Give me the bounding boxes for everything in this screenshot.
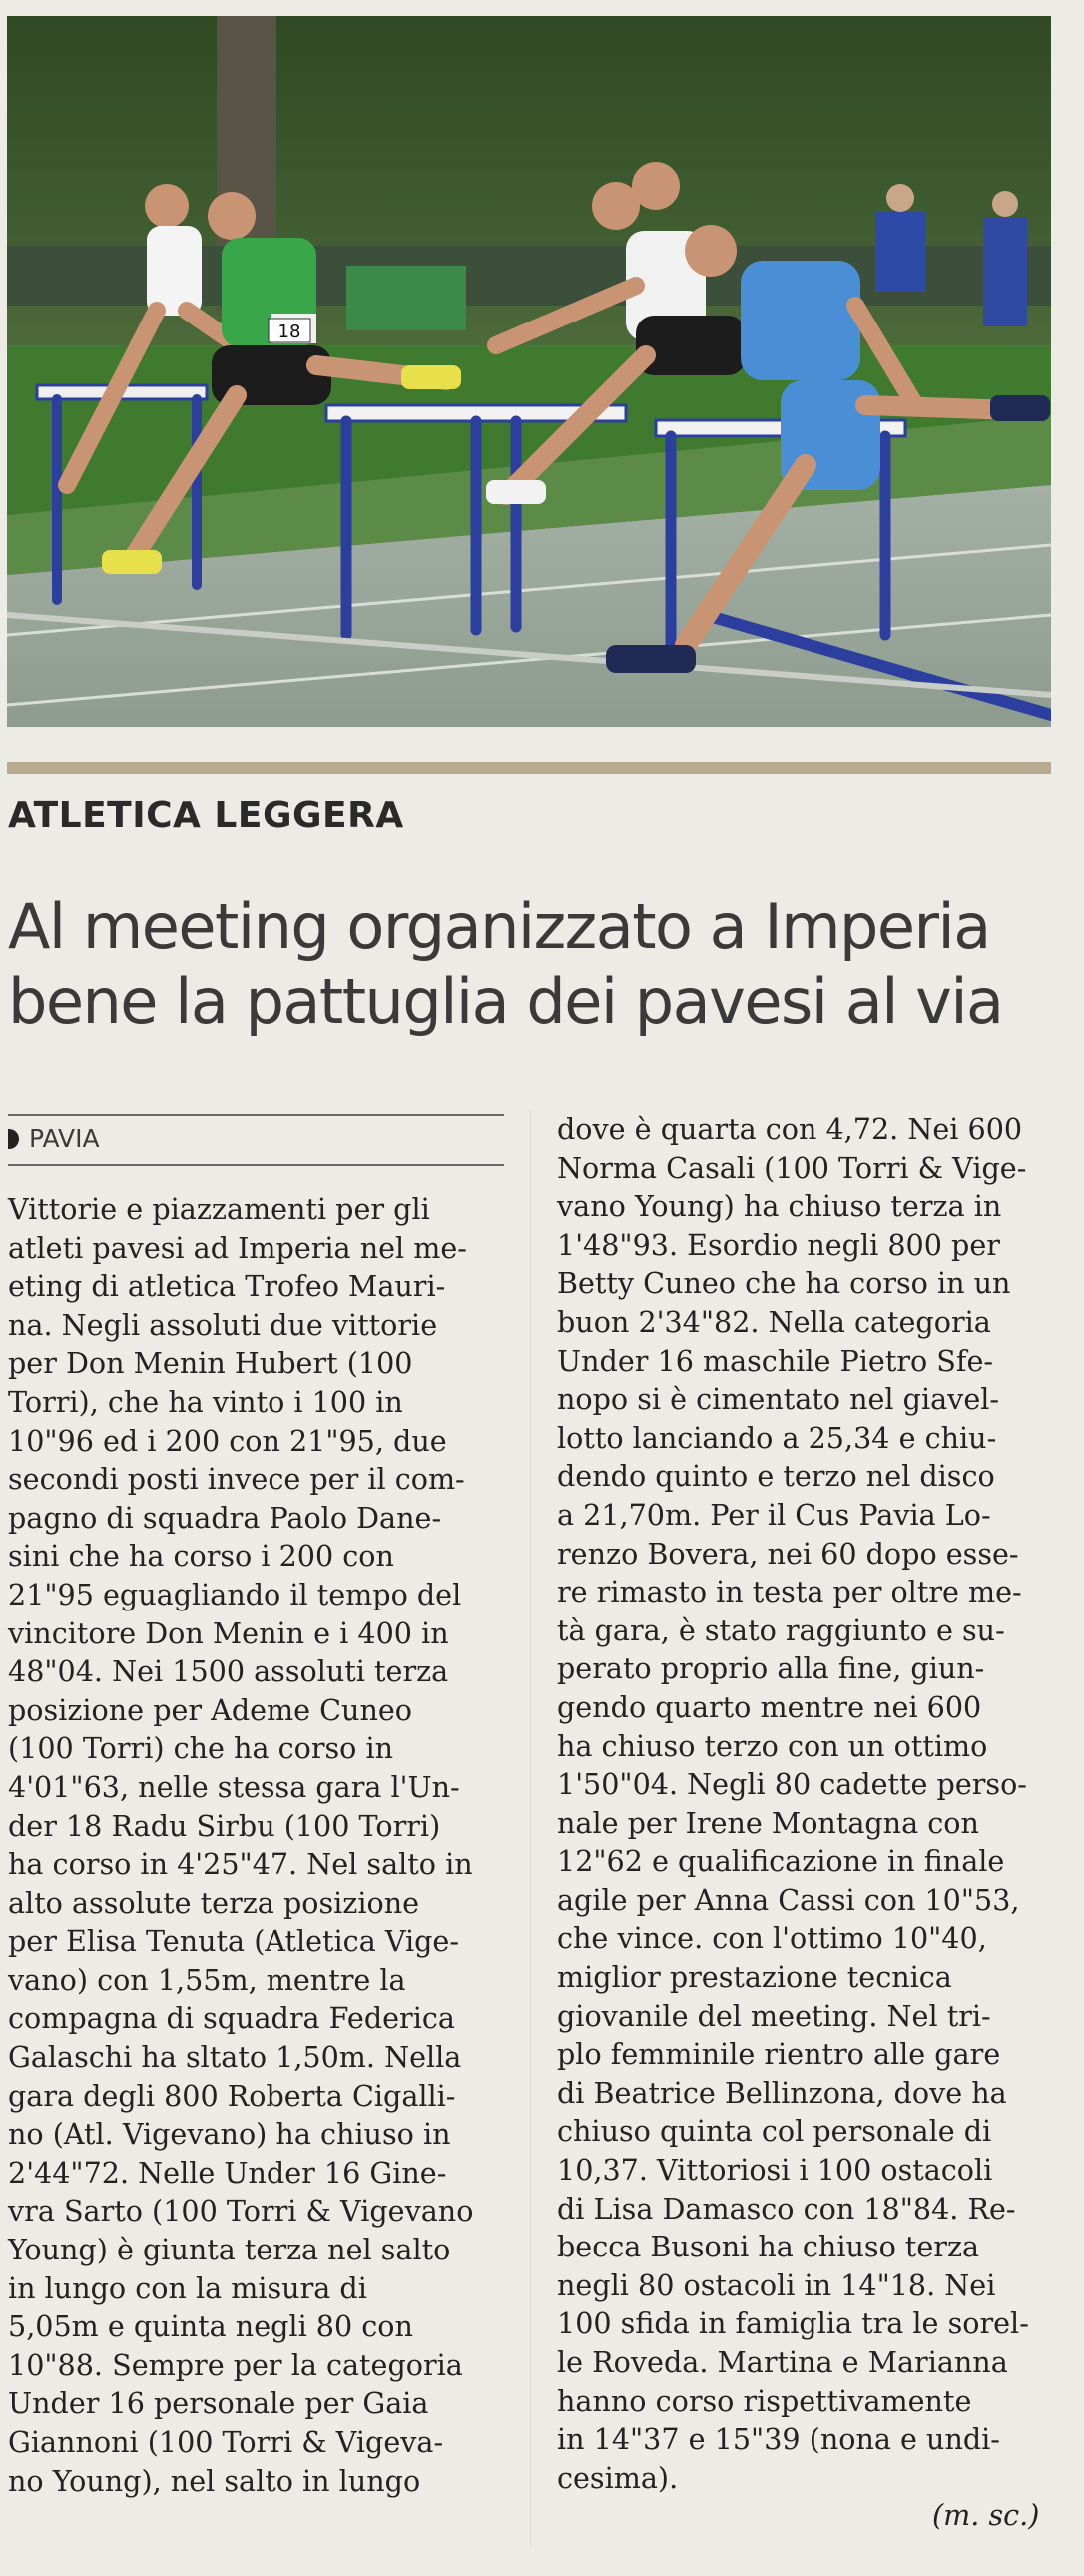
- article-line: vano) con 1,55m, mentre la: [8, 1962, 406, 1997]
- article-line: Norma Casali (100 Torri & Vige-: [557, 1150, 1027, 1185]
- article-line: na. Negli assoluti due vittorie: [8, 1307, 438, 1342]
- bib-18: [269, 319, 310, 342]
- article-line: lotto lanciando a 25,34 e chiu-: [557, 1420, 997, 1455]
- photo-bottom-rule: [7, 762, 1051, 774]
- article-line: in lungo con la misura di: [8, 2270, 367, 2305]
- author-signoff: (m. sc.): [932, 2498, 1040, 2532]
- byline: [8, 1124, 100, 1153]
- article-line: di Beatrice Bellinzona, dove ha: [557, 2075, 1007, 2110]
- article-line: Vittorie e piazzamenti per gli: [8, 1192, 430, 1226]
- byline-rule-bottom: [8, 1164, 504, 1166]
- article-line: ha chiuso terzo con un ottimo: [557, 1728, 988, 1763]
- article-line: vincitore Don Menin e i 400 in: [8, 1615, 449, 1650]
- article-line: Young) è giunta terza nel salto: [8, 2233, 451, 2267]
- article-line: 12"62 e qualificazione in finale: [557, 1844, 1005, 1879]
- article-line: cesima).: [557, 2460, 679, 2495]
- hurdles-race-photo: [7, 16, 1051, 727]
- article-line: Under 16 maschile Pietro Sfe-: [557, 1343, 994, 1378]
- article-line: becca Busoni ha chiuso terza: [557, 2230, 980, 2264]
- article-line: eting di atletica Trofeo Mauri-: [8, 1269, 446, 1304]
- article-line: posizione per Ademe Cuneo: [8, 1692, 413, 1727]
- article-line: perato proprio alla fine, giun-: [557, 1651, 985, 1686]
- article-line: 10"88. Sempre per la categoria: [8, 2347, 463, 2382]
- official-body-2: [983, 217, 1027, 326]
- headline-line: bene la pattuglia dei pavesi al via: [8, 966, 1003, 1038]
- article-line: in 14"37 e 15"39 (nona e undi-: [557, 2422, 1000, 2457]
- article-line: 100 sfida in famiglia tra le sorel-: [557, 2306, 1029, 2341]
- article-column-left: [8, 1190, 507, 2500]
- article-line: 48"04. Nei 1500 assoluti terza: [8, 1654, 449, 1689]
- article-line: 10,37. Vittoriosi i 100 ostacoli: [557, 2153, 993, 2188]
- article-line: tà gara, è stato raggiunto e su-: [557, 1612, 1005, 1647]
- article-line: 2'44"72. Nelle Under 16 Gine-: [8, 2155, 447, 2190]
- article-line: dove è quarta con 4,72. Nei 600: [557, 1112, 1023, 1146]
- article-line: buon 2'34"82. Nella categoria: [557, 1304, 991, 1339]
- article-line: per Elisa Tenuta (Atletica Vige-: [8, 1924, 460, 1959]
- article-line: secondi posti invece per il com-: [8, 1462, 465, 1497]
- article-line: agile per Anna Cassi con 10"53,: [557, 1882, 1020, 1917]
- article-line: nopo si è cimentato nel giavel-: [557, 1382, 1000, 1417]
- section-kicker: ATLETICA LEGGERA: [8, 795, 404, 836]
- official-head-2: [992, 191, 1018, 217]
- article-line: 1'50"04. Negli 80 cadette perso-: [557, 1767, 1027, 1802]
- headline-line: Al meeting organizzato a Imperia: [8, 890, 990, 963]
- article-line: compagna di squadra Federica: [8, 2001, 455, 2036]
- article-line: re rimasto in testa per oltre me-: [557, 1575, 1022, 1610]
- article-line: 5,05m e quinta negli 80 con: [8, 2309, 413, 2344]
- article-line: Galaschi ha sltato 1,50m. Nella: [8, 2040, 462, 2075]
- byline-marker-icon: [8, 1129, 19, 1149]
- article-line: giovanile del meeting. Nel tri-: [557, 1998, 991, 2033]
- article-line: der 18 Radu Sirbu (100 Torri): [8, 1808, 441, 1843]
- article-line: renzo Bovera, nei 60 dopo esse-: [557, 1536, 1019, 1571]
- photo-illustration: [7, 16, 1051, 727]
- article-line: (100 Torri) che ha corso in: [8, 1731, 394, 1766]
- article-line: alto assolute terza posizione: [8, 1885, 420, 1920]
- article-line: gendo quarto mentre nei 600: [557, 1689, 982, 1724]
- article-line: nale per Irene Montagna con: [557, 1805, 979, 1840]
- article-line: a 21,70m. Per il Cus Pavia Lo-: [557, 1497, 991, 1532]
- article-line: 21"95 eguagliando il tempo del: [8, 1577, 462, 1611]
- article-line: vano Young) ha chiuso terza in: [557, 1189, 1002, 1224]
- official-head: [886, 184, 914, 212]
- article-line: atleti pavesi ad Imperia nel me-: [8, 1230, 467, 1265]
- article-line: miglior prestazione tecnica: [557, 1960, 952, 1995]
- byline-location: PAVIA: [29, 1124, 100, 1153]
- article-line: 10"96 ed i 200 con 21"95, due: [8, 1423, 447, 1458]
- article-line: dendo quinto e terzo nel disco: [557, 1459, 995, 1494]
- article-line: Torri), che ha vinto i 100 in: [8, 1384, 403, 1419]
- column-divider: [530, 1110, 531, 2548]
- article-line: 4'01"63, nelle stessa gara l'Un-: [8, 1769, 460, 1804]
- byline-rule-top: [8, 1114, 504, 1116]
- article-line: no Young), nel salto in lungo: [8, 2463, 421, 2498]
- official-body: [875, 212, 925, 292]
- article-line: Under 16 personale per Gaia: [8, 2386, 429, 2421]
- article-line: Betty Cuneo che ha corso in un: [557, 1266, 1011, 1301]
- article-line: le Roveda. Martina e Marianna: [557, 2345, 1008, 2379]
- article-line: plo femminile rientro alle gare: [557, 2037, 1001, 2072]
- article-line: vra Sarto (100 Torri & Vigevano: [8, 2194, 474, 2229]
- article-line: gara degli 800 Roberta Cigalli-: [8, 2078, 456, 2113]
- article-line: pagno di squadra Paolo Dane-: [8, 1500, 442, 1535]
- article-line: ha corso in 4'25"47. Nel salto in: [8, 1847, 473, 1882]
- headline: [8, 889, 1066, 1040]
- bib-number: 18: [277, 322, 301, 342]
- article-line: che vince. con l'ottimo 10"40,: [557, 1921, 987, 1956]
- article-line: hanno corso rispettivamente: [557, 2383, 972, 2418]
- article-line: 1'48"93. Esordio negli 800 per: [557, 1227, 1000, 1262]
- article-line: no (Atl. Vigevano) ha chiuso in: [8, 2117, 451, 2152]
- article-line: chiuso quinta col personale di: [557, 2114, 992, 2149]
- article-column-right: [557, 1110, 1056, 2497]
- article-line: per Don Menin Hubert (100: [8, 1346, 413, 1381]
- banner: [346, 266, 466, 330]
- article-line: negli 80 ostacoli in 14"18. Nei: [557, 2267, 996, 2302]
- article-line: Giannoni (100 Torri & Vigeva-: [8, 2425, 444, 2459]
- article-line: di Lisa Damasco con 18"84. Re-: [557, 2191, 1016, 2226]
- article-line: sini che ha corso i 200 con: [8, 1539, 394, 1574]
